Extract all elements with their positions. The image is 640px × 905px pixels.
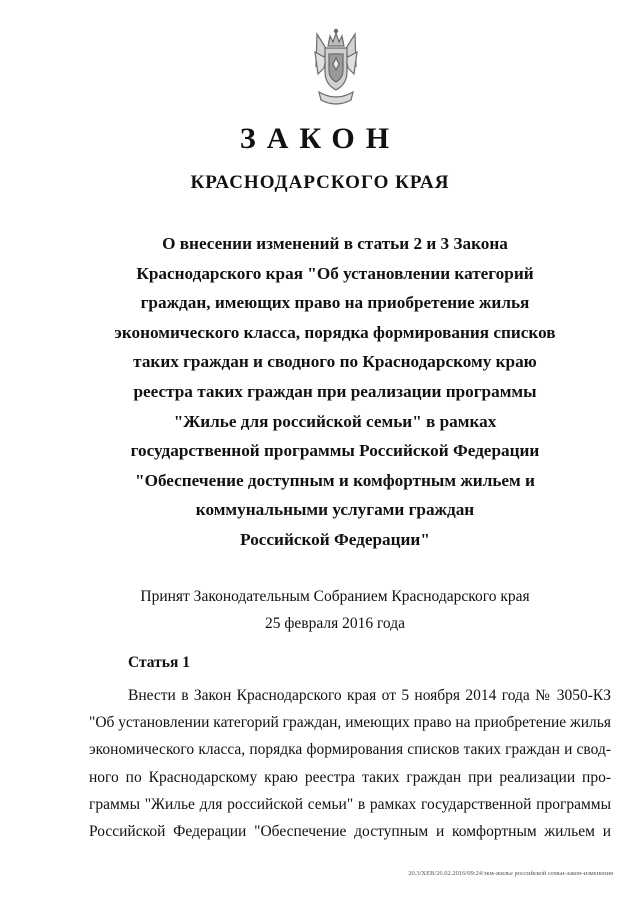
body-line: Внести в Закон Краснодарского края от 5 ноября 2014 года № 3050-КЗ <box>128 687 611 704</box>
body-line: Российской Федерации "Обеспечение доступным и комфортным жильем и <box>89 823 611 841</box>
body-line: "Об установлении категорий граждан, имеющих право на приобретение жилья <box>89 714 611 732</box>
region-title: КРАСНОДАРСКОГО КРАЯ <box>190 172 450 193</box>
title-line: государственной программы Российской Федерации <box>130 441 540 461</box>
adoption-note <box>0 583 640 637</box>
title-line: Краснодарского края "Об установлении категорий <box>136 263 534 283</box>
title-line: "Обеспечение доступным и комфортным жильем и <box>135 470 535 490</box>
coat-of-arms-emblem <box>313 24 359 110</box>
title-line: "Жилье для российской семьи" в рамках <box>173 411 497 431</box>
law-subject-title <box>100 229 570 555</box>
title-line: реестра таких граждан при реализации программы <box>133 381 537 401</box>
law-title: ЗАКОН <box>239 122 401 155</box>
body-line: экономического класса, порядка формирования списков таких граждан и свод- <box>89 741 611 759</box>
body-line: граммы "Жилье для российской семьи" в рамках государственной программы <box>89 795 611 813</box>
title-line: коммунальными услугами граждан <box>195 500 475 520</box>
article-heading: Статья 1 <box>128 654 190 671</box>
title-line: граждан, имеющих право на приобретение жилья <box>140 293 530 313</box>
article-body <box>89 682 611 845</box>
body-line: ного по Краснодарскому краю реестра таких граждан при реализации про- <box>89 768 611 786</box>
title-line: Российской Федерации" <box>240 529 430 549</box>
document-footer-code: 20.3/ХЕВ/26.02.2016/09:24/зкм-жилье российской семьи-закон-изменения <box>408 870 613 877</box>
title-line: экономического класса, порядка формирования списков <box>114 322 556 342</box>
title-line: таких граждан и сводного по Краснодарскому краю <box>133 352 537 372</box>
title-line: О внесении изменений в статьи 2 и 3 Закона <box>162 234 508 253</box>
adoption-date: 25 февраля 2016 года <box>264 615 406 632</box>
adoption-body: Принят Законодательным Собранием Краснодарского края <box>140 588 530 605</box>
